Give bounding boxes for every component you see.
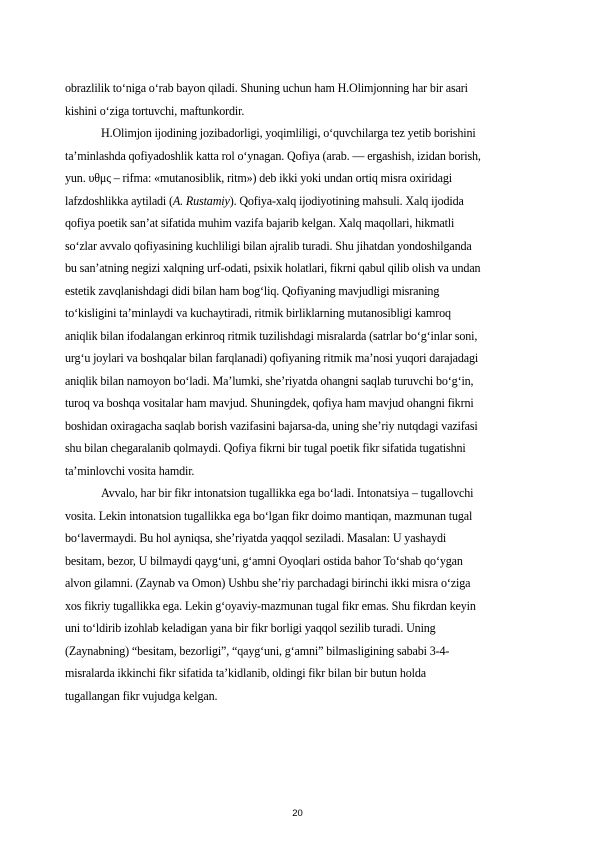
text-line: boshidan oxiragacha saqlab borish vazifasini bajarsa-da, uning she’riy nutqdagi vazifasi	[65, 418, 478, 433]
page-number: 20	[292, 808, 303, 819]
text-line: misralarda ikkinchi fikr sifatida ta’kidlanib, oldingi fikr bilan bir butun holda	[65, 666, 426, 680]
text-line: xos fikriy tugallikka ega. Lekin g‘oyaviy-mazmunan tugal fikr emas. Shu fikrdan keyin	[65, 598, 476, 613]
text-line: alvon gilamni. (Zaynab va Omon) Ushbu she’riy parchadagi birinchi ikki misra o‘ziga	[65, 576, 471, 590]
text-line: turoq va boshqa vositalar ham mavjud. Shuningdek, qofiya ham mavjud ohangni fikrni	[65, 396, 474, 410]
text-line: so‘zlar avvalo qofiyasining kuchliligi bilan ajralib turadi. Shu jihatdan yondoshilganda	[65, 238, 472, 253]
text-line: tugallangan fikr vujudga kelgan.	[65, 688, 218, 703]
text-line: H.Olimjon ijodining jozibadorligi, yoqimliligi, o‘quvchilarga tez yetib borishini	[101, 126, 476, 140]
text-line: bu san’atning negizi xalqning urf-odati, psixik holatlari, fikrni qabul qilib olish va undan	[65, 261, 481, 275]
text-line: to‘kisligini ta’minlaydi va kuchaytiradi, ritmik birliklarning mutanosibligi kamroq	[65, 306, 451, 320]
text-line: yun. υθμς – rifma: «mutanosiblik, ritm») deb ikki yoki undan ortiq misra oxiridagi	[65, 171, 452, 185]
text-line: kishini o‘ziga tortuvchi, maftunkordir.	[65, 103, 245, 118]
text-line: urg‘u joylari va boshqalar bilan farqlanadi) qofiyaning ritmik ma’nosi yuqori darajadagi	[65, 351, 479, 365]
text-line: ta’minlashda qofiyadoshlik katta rol o‘ynagan. Qofiya (arab. — ergashish, izidan borish,	[65, 148, 481, 163]
text-line: besitam, bezor, U bilmaydi qayg‘uni, g‘amni Oyoqlari ostida bahor To‘shab qo‘ygan	[65, 553, 463, 568]
text-line: vosita. Lekin intonatsion tugallikka ega bo‘lgan fikr doimo mantiqan, mazmunan tugal	[65, 508, 473, 523]
text-line: Avvalo, har bir fikr intonatsion tugallikka ega bo‘ladi. Intonatsiya – tugallovchi	[101, 486, 474, 500]
text-line: shu bilan chegaralanib qolmaydi. Qofiya fikrni bir tugal poetik fikr sifatida tugatishni	[65, 441, 466, 455]
text-line: ta’minlovchi vosita hamdir.	[65, 463, 195, 478]
text-line: estetik zavqlanishdagi didi bilan ham bog‘liq. Qofiyaning mavjudligi misraning	[65, 283, 440, 298]
text-line: uni to‘ldirib izohlab keladigan yana bir fikr borligi yaqqol sezilib turadi. Uning	[65, 621, 436, 635]
text-line: lafzdoshlikka aytiladi (A. Rustamiy). Qofiya-xalq ijodiyotining mahsuli. Xalq ijodida	[65, 193, 464, 208]
text-line: obrazlilik to‘niga o‘rab bayon qiladi. Shuning uchun ham H.Olimjonning har bir asari	[65, 81, 468, 95]
text-line: (Zaynabning) “besitam, bezorligi”, “qayg‘uni, g‘amni” bilmasligining sababi 3-4-	[65, 643, 450, 658]
text-line: qofiya poetik san’at sifatida muhim vazifa bajarib kelgan. Xalq maqollari, hikmatli	[65, 216, 455, 230]
text-line: bo‘lavermaydi. Bu hol ayniqsa, she’riyatda yaqqol seziladi. Masalan: U yashaydi	[65, 531, 447, 545]
author-citation: A. Rustamiy	[172, 193, 230, 208]
text-line: aniqlik bilan namoyon bo‘ladi. Ma’lumki, she’riyatda ohangni saqlab turuvchi bo‘g‘in,	[65, 373, 474, 388]
text-line: aniqlik bilan ifodalangan erkinroq ritmik tuzilishdagi misralarda (satrlar bo‘g‘inlar soni,	[65, 328, 478, 343]
body-text	[65, 77, 575, 707]
